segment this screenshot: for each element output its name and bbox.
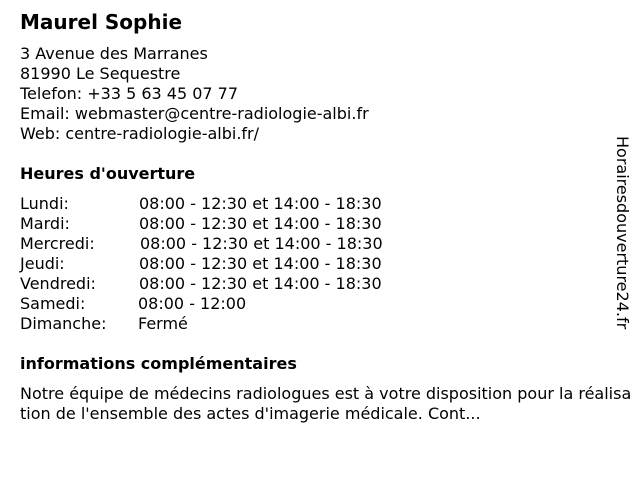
website-url: Web: centre-radiologie-albi.fr/ xyxy=(20,124,260,143)
hours-time: Fermé xyxy=(138,314,188,333)
additional-info-text: Notre équipe de médecins radiologues est à votre disposition pour la réalisation de l'ensemble des actes d'imagerie médicale. Cont... xyxy=(20,384,632,423)
hours-time: 08:00 - 12:00 xyxy=(138,294,247,313)
email-address: Email: webmaster@centre-radiologie-albi.fr xyxy=(20,104,369,123)
hours-day: Lundi: xyxy=(20,194,69,213)
business-name: Maurel Sophie xyxy=(20,10,183,34)
hours-time: 08:00 - 12:30 et 14:00 - 18:30 xyxy=(139,214,382,233)
hours-day: Mercredi: xyxy=(20,234,95,253)
additional-info-heading: informations complémentaires xyxy=(20,354,297,373)
site-watermark: Horairesdouverture24.fr xyxy=(613,136,632,330)
hours-time: 08:00 - 12:30 et 14:00 - 18:30 xyxy=(139,274,382,293)
hours-day: Dimanche: xyxy=(20,314,107,333)
address-street: 3 Avenue des Marranes xyxy=(20,44,208,63)
hours-day: Jeudi: xyxy=(20,254,65,273)
hours-time: 08:00 - 12:30 et 14:00 - 18:30 xyxy=(140,234,383,253)
hours-time: 08:00 - 12:30 et 14:00 - 18:30 xyxy=(139,194,382,213)
hours-day: Samedi: xyxy=(20,294,86,313)
contact-block xyxy=(20,44,369,144)
hours-time: 08:00 - 12:30 et 14:00 - 18:30 xyxy=(139,254,382,273)
phone-number: Telefon: +33 5 63 45 07 77 xyxy=(20,84,239,103)
address-city: 81990 Le Sequestre xyxy=(20,64,181,83)
hours-day: Vendredi: xyxy=(20,274,96,293)
hours-day: Mardi: xyxy=(20,214,70,233)
opening-hours-heading: Heures d'ouverture xyxy=(20,164,196,183)
